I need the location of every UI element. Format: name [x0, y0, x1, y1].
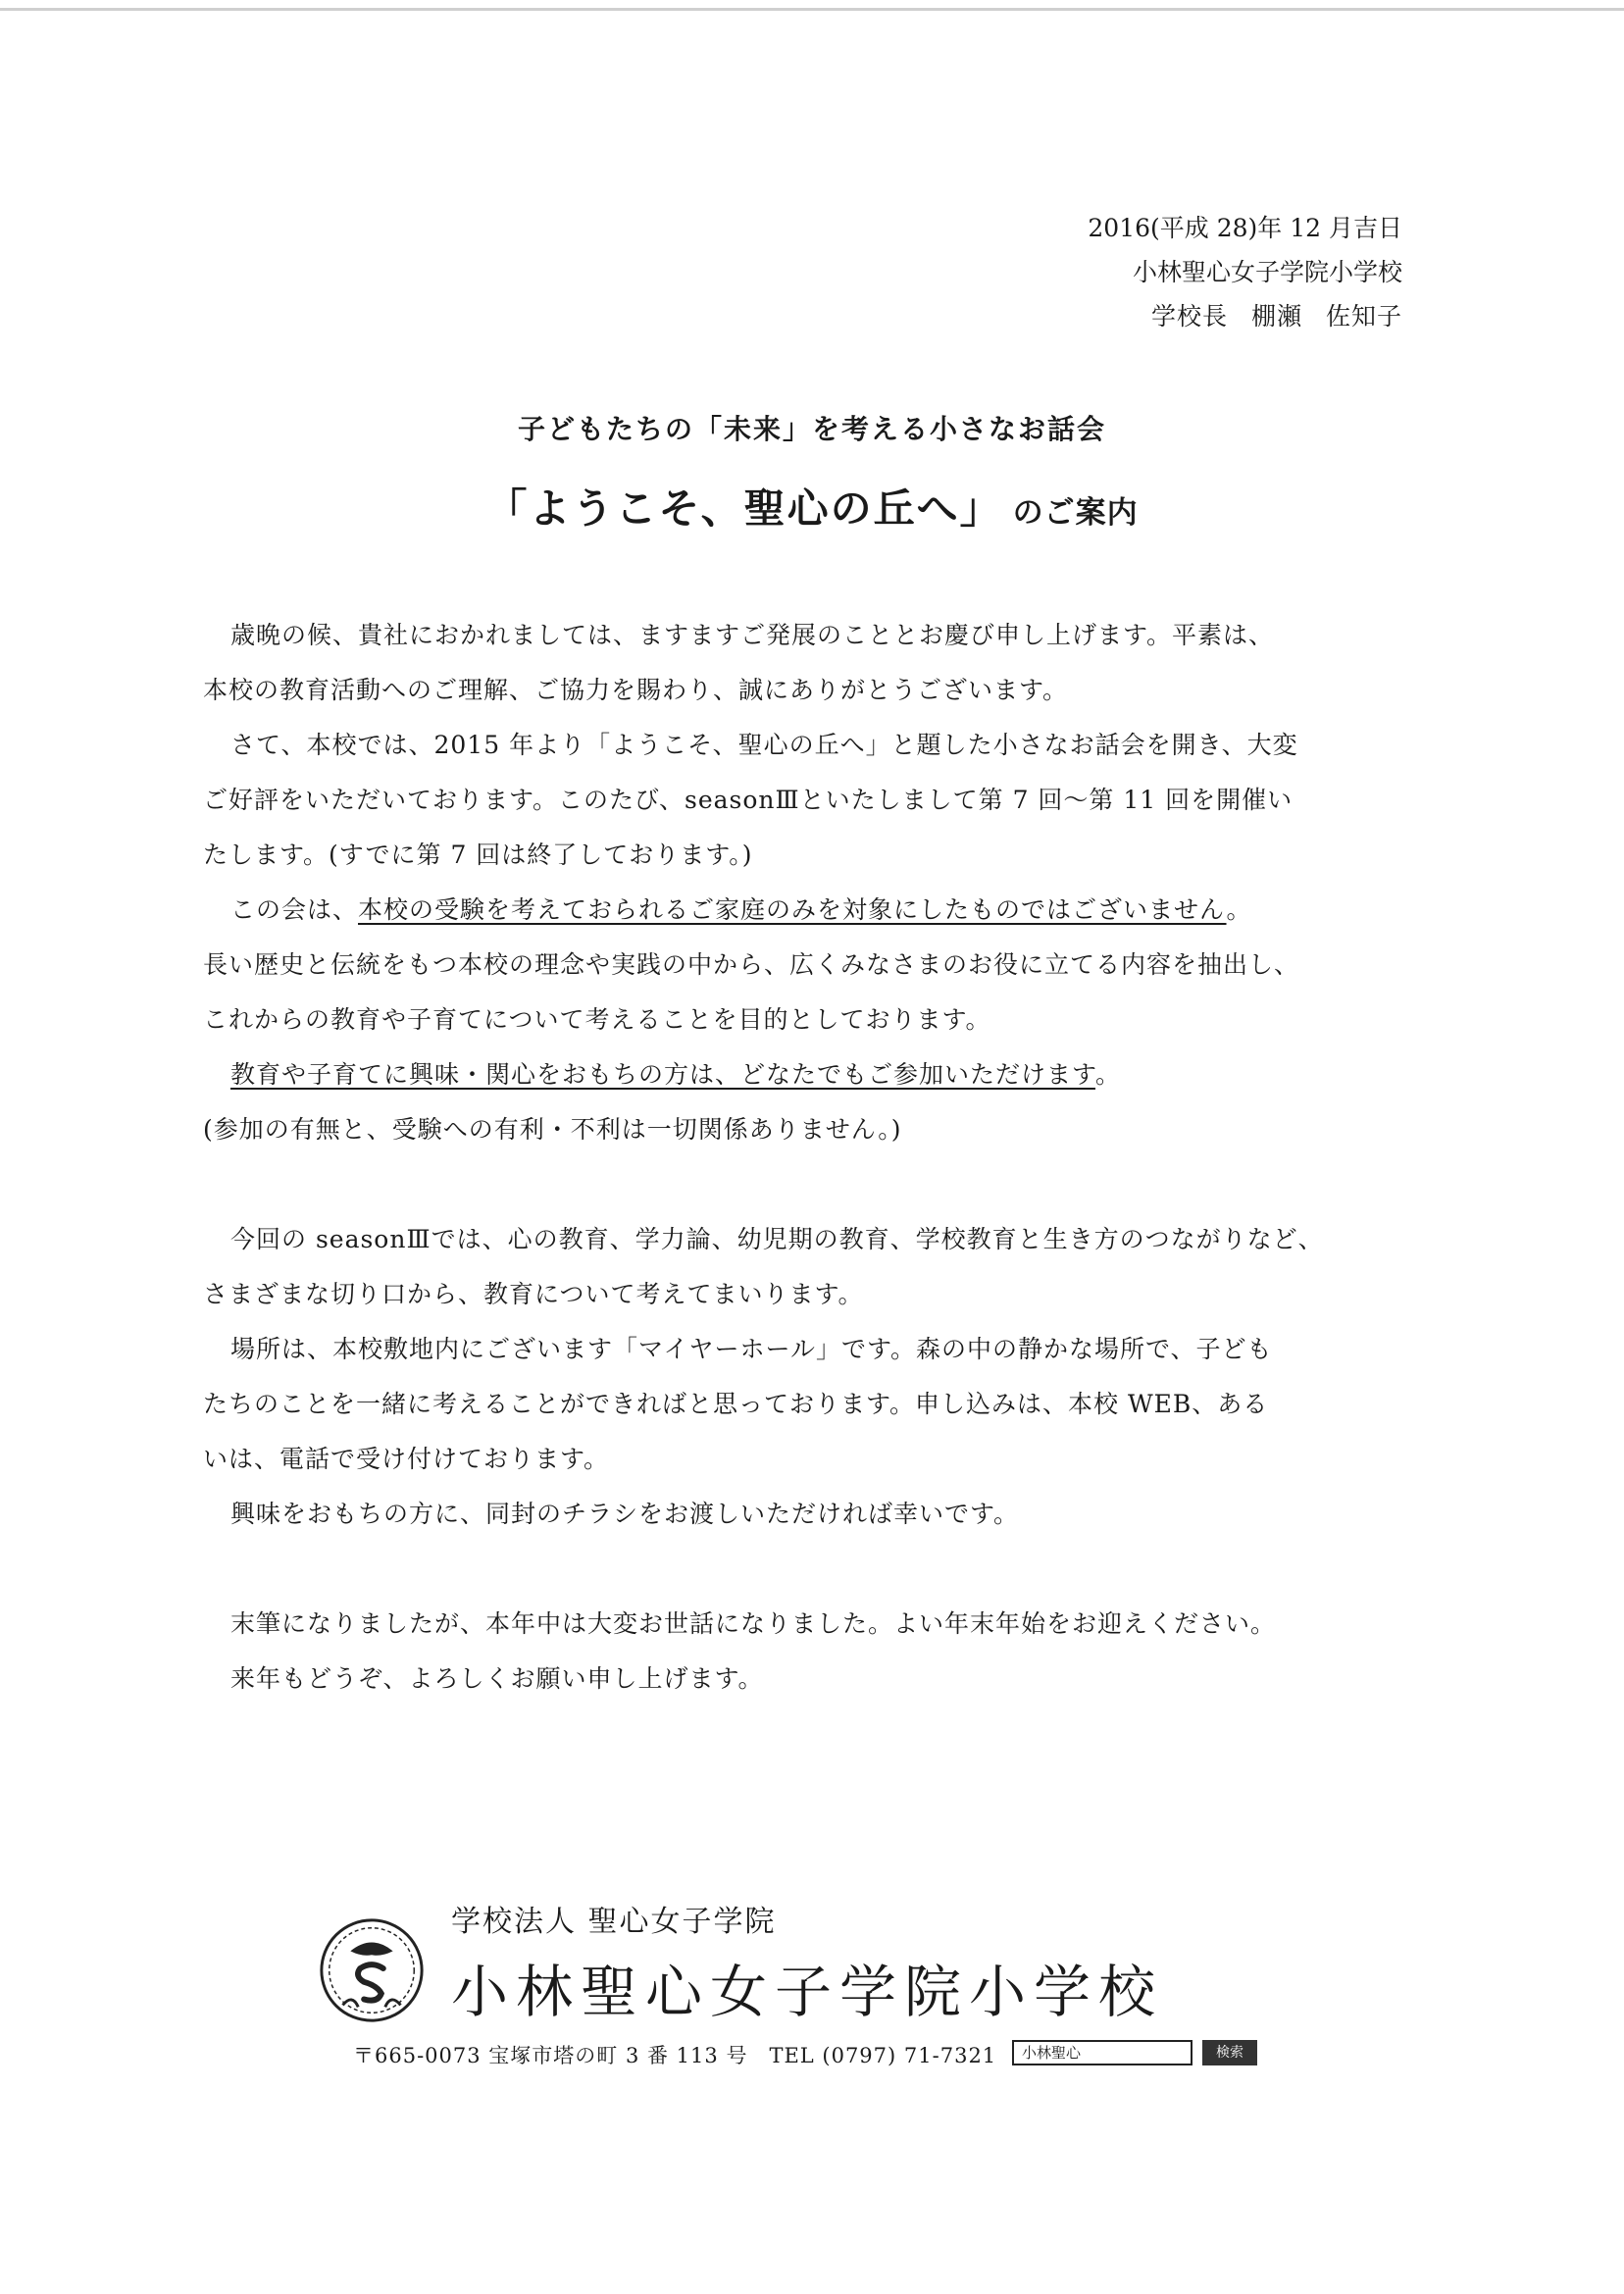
letterhead-footer	[314, 1893, 1275, 2109]
body-line: (参加の有無と、受験への有利・不利は一切関係ありません。)	[203, 1115, 902, 1144]
body-line: 場所は、本校敷地内にございます「マイヤーホール」です。森の中の静かな場所で、子ども	[230, 1335, 1273, 1363]
body-line: これからの教育や子育てについて考えることを目的としております。	[203, 1005, 991, 1034]
letter-title	[0, 477, 1624, 535]
principal-surname: 棚瀬	[1250, 302, 1302, 331]
body-line: 末筆になりましたが、本年中は大変お世話になりました。よい年末年始をお迎えください。	[230, 1609, 1277, 1638]
body-line	[203, 1047, 1417, 1102]
body-text: 。	[1095, 1060, 1122, 1089]
sender-principal	[1088, 294, 1402, 338]
body-line: いは、電話で受け付けております。	[203, 1445, 610, 1473]
scan-edge-line	[0, 8, 1624, 11]
body-line: 長い歴史と伝統をもつ本校の理念や実践の中から、広くみなさまのお役に立てる内容を抽出し、	[203, 950, 1300, 979]
body-text: この会は、	[230, 895, 359, 924]
underlined-invitation: 教育や子育てに興味・関心をおもちの方は、どなたでもご参加いただけます	[230, 1060, 1096, 1089]
body-line: たします。(すでに第 7 回は終了しております。)	[203, 841, 753, 869]
body-line: 来年もどうぞ、よろしくお願い申し上げます。	[230, 1664, 764, 1693]
body-line: 歳晩の候、貴社におかれましては、ますますご発展のこととお慶び申し上げます。平素は、	[230, 621, 1275, 649]
body-line: 今回の seasonⅢでは、心の教育、学力論、幼児期の教育、学校教育と生き方のつながりなど、	[230, 1225, 1324, 1253]
school-crest-icon	[314, 1912, 430, 2028]
principal-title: 学校長	[1150, 302, 1228, 331]
body-line: たちのことを一緒に考えることができればと思っております。申し込みは、本校 WEB、ある	[203, 1390, 1269, 1418]
body-line	[203, 883, 1417, 938]
footer-school-name: 小林聖心女子学院小学校	[451, 1959, 1164, 2025]
body-line: さまざまな切り口から、教育について考えてまいります。	[203, 1280, 864, 1308]
sender-school: 小林聖心女子学院小学校	[1132, 258, 1402, 286]
title-tail: のご案内	[1012, 495, 1139, 531]
paragraph-gap	[203, 1157, 1417, 1212]
search-button: 検索	[1202, 2040, 1257, 2065]
body-line: 興味をおもちの方に、同封のチラシをお渡しいただければ幸いです。	[230, 1500, 1020, 1528]
body-text: 。	[1226, 895, 1252, 924]
body-line: 本校の教育活動へのご理解、ご協力を賜わり、誠にありがとうございます。	[203, 676, 1069, 704]
paragraph-gap	[203, 1542, 1417, 1597]
body-line: さて、本校では、2015 年より「ようこそ、聖心の丘へ」と題した小さなお話会を開き、大変	[230, 731, 1298, 759]
principal-given-name: 佐知子	[1325, 302, 1402, 331]
underlined-notice: 本校の受験を考えておられるご家庭のみを対象にしたものではございません	[358, 895, 1227, 924]
school-address: 〒665-0073 宝塚市塔の町 3 番 113 号 TEL (0797) 71-7321	[353, 2044, 997, 2067]
search-input: 小林聖心	[1012, 2040, 1193, 2065]
letter-header	[1088, 206, 1402, 338]
body-line: ご好評をいただいております。このたび、seasonⅢといたしまして第 7 回～第 11 回を開催い	[203, 786, 1294, 814]
issue-date: 2016(平成 28)年 12 月吉日	[1088, 214, 1402, 242]
letter-body	[203, 608, 1417, 1707]
event-subtitle: 子どもたちの「未来」を考える小さなお話会	[517, 413, 1106, 445]
web-search-box	[1012, 2040, 1497, 2069]
corporation-name: 学校法人 聖心女子学院	[451, 1905, 777, 1939]
title-main: 「ようこそ、聖心の丘へ」	[485, 484, 1003, 533]
